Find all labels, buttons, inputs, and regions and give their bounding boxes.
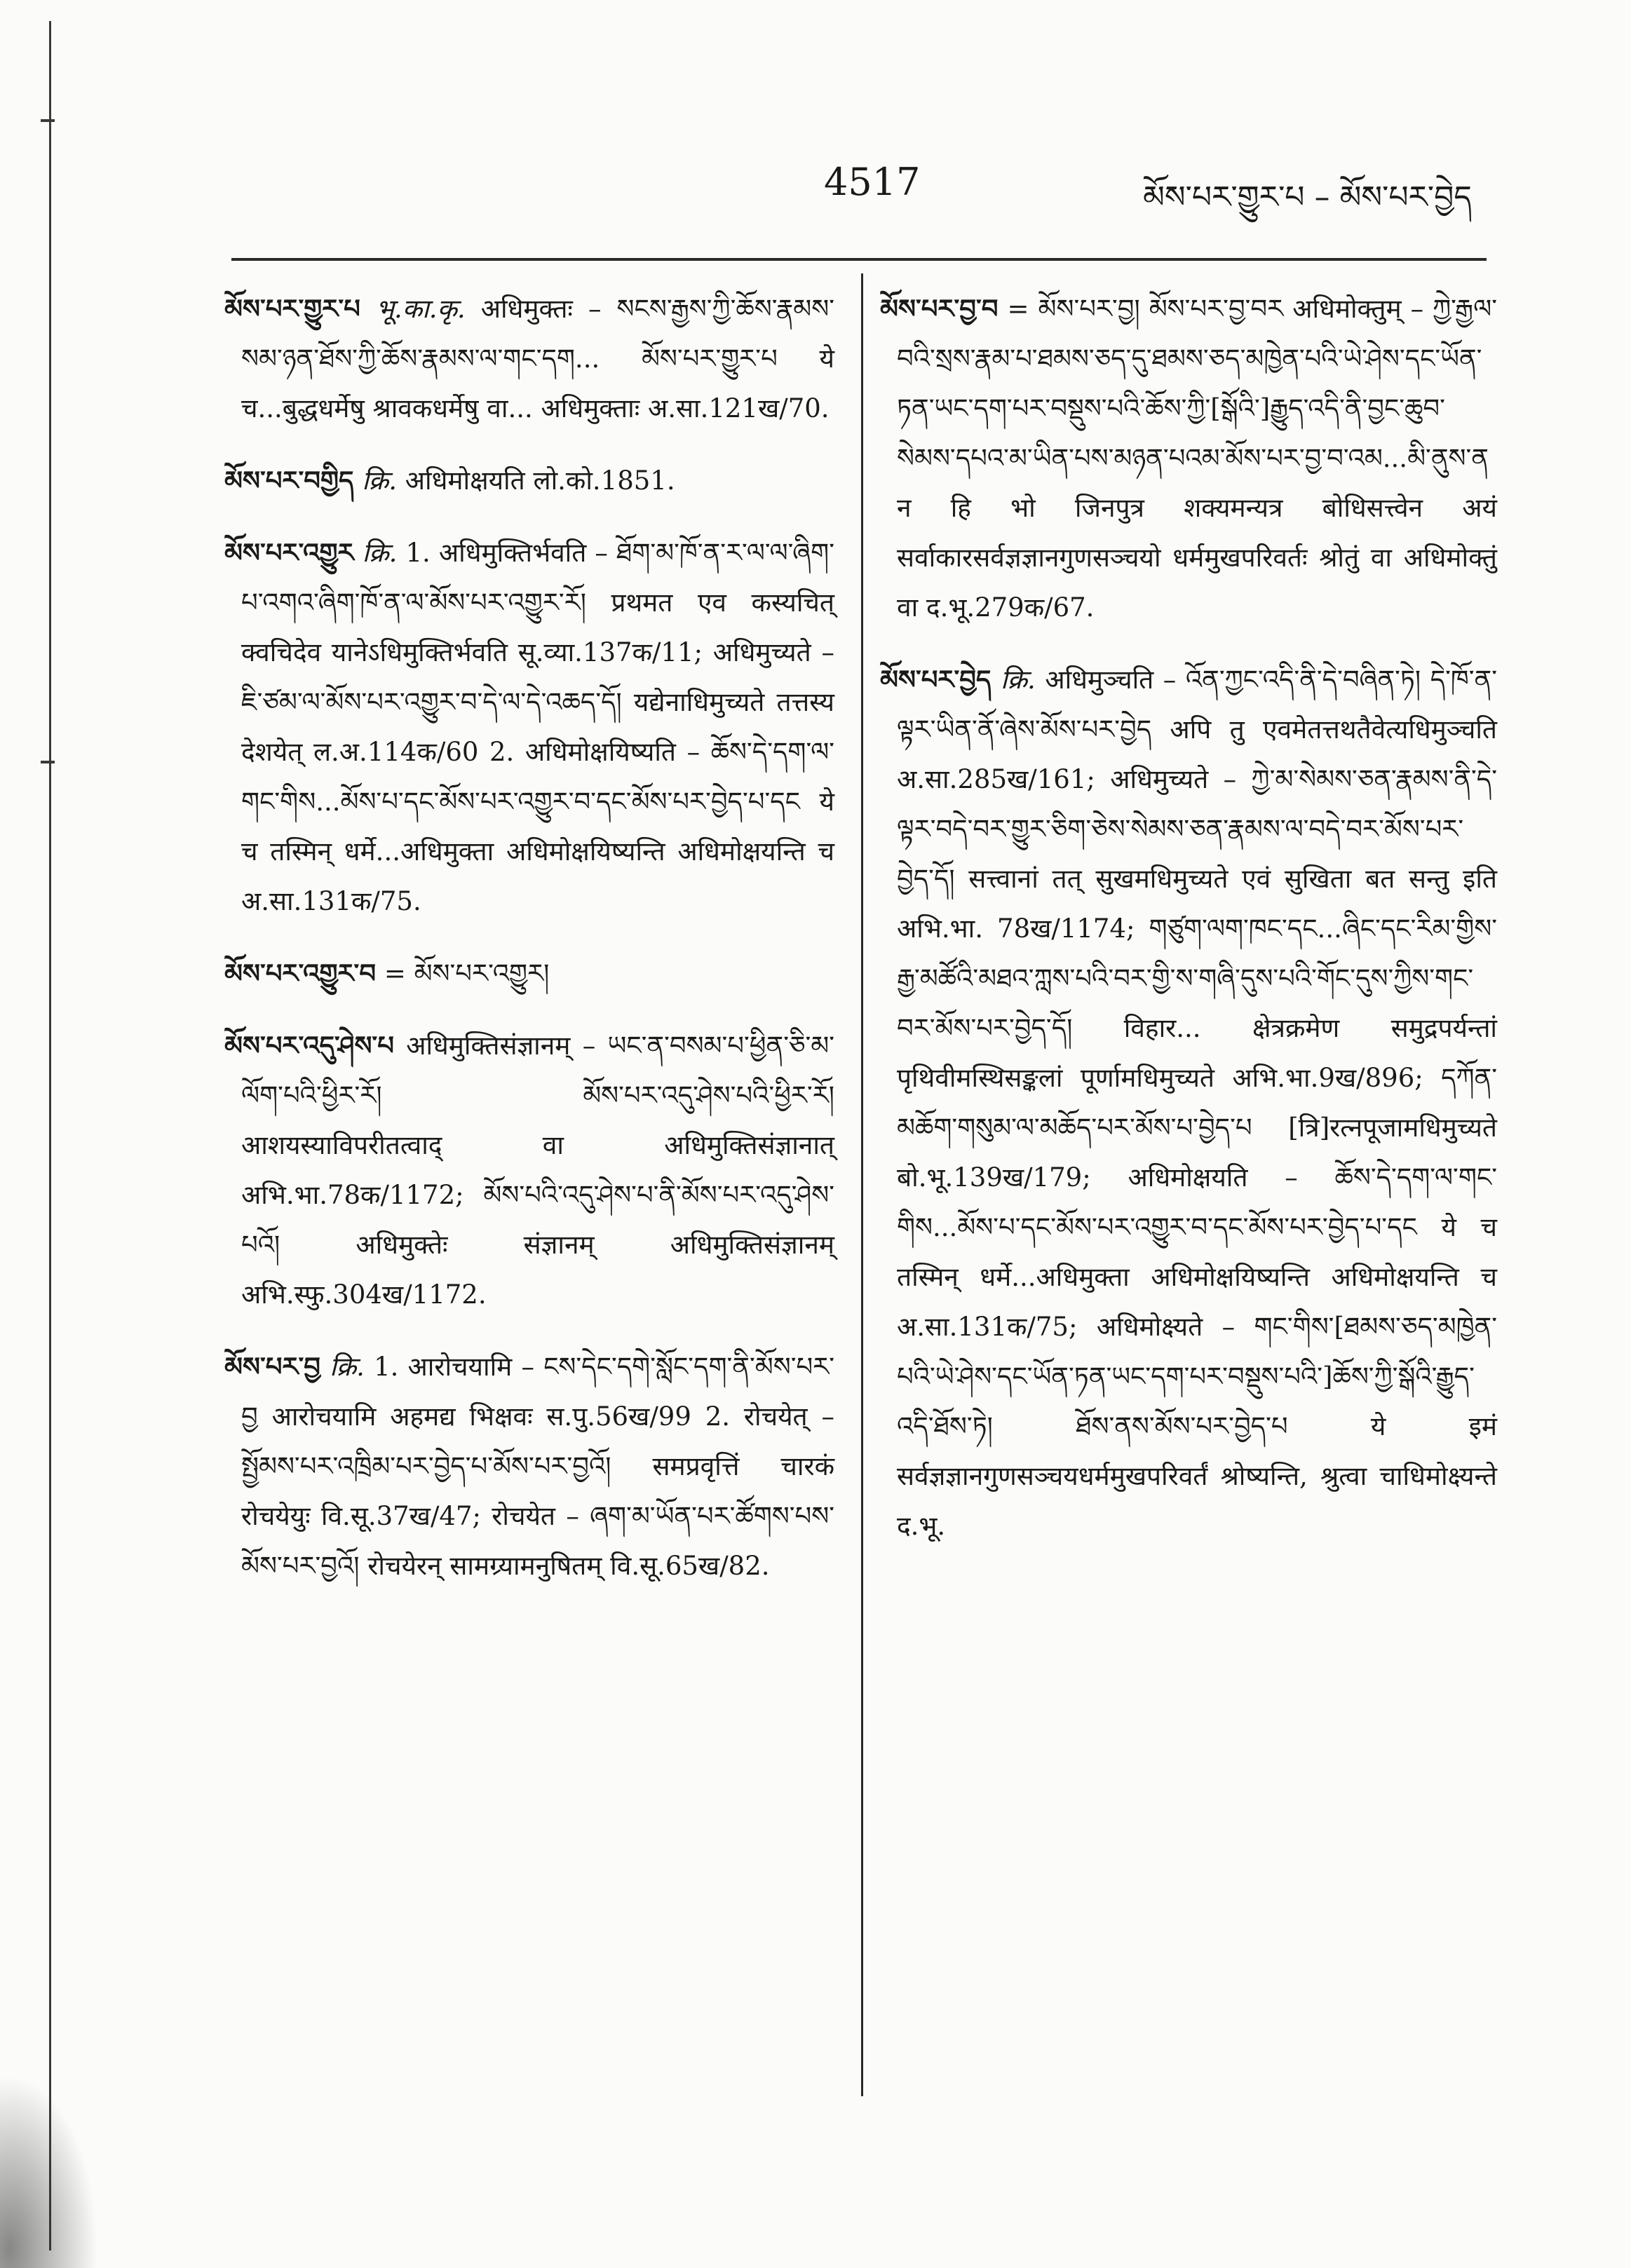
entry-grammar: क्रि. [362, 538, 398, 568]
dictionary-entry [880, 284, 1497, 632]
entry-body: अधिमुक्तिसंज्ञानम् – ཡང་ན་བསམ་པ་ཕྱིན་ཅི་མ་ལོག་པའི་ཕྱིར་རོ། མོས་པར་འདུ་ཤེས་པའི་ཕྱིར་རོ། आशयस्याविपरीतत्वाद् वा अधिमुक्तिसंज्ञानात् अभि.भा.78क/1172; མོས་པའི་འདུ་ཤེས་པ་ནི་མོས་པར་འདུ་ཤེས་པའོ། अधिमुक्तेः संज्ञानम् अधिमुक्तिसंज्ञानम् अभि.स्फु.304ख/1172. [241, 1031, 835, 1310]
entry-headword: མོས་པར་བྱ་བ [880, 293, 999, 324]
entry-grammar: क्रि. [362, 466, 397, 496]
page-number: 4517 [824, 160, 921, 204]
dictionary-entry [224, 528, 834, 926]
entry-body: 1. अधिमुक्तिर्भवति – ཐོག་མ་ཁོ་ན་ར་ལ་ལ་ཞིག་པ་འགའ་ཞིག་ཁོ་ན་ལ་མོས་པར་འགྱུར་རོ། प्रथमत एव कस्यचित् क्वचिदेव यानेऽधिमुक्तिर्भवति सू.व्या.137क/11; अधिमुच्यते – ཇི་ཙམ་ལ་མོས་པར་འགྱུར་བ་དེ་ལ་དེ་འཆད་དོ། यद्येनाधिमुच्यते तत्तस्य देशयेत् ल.अ.114क/60 2. अधिमोक्षयिष्यति – ཆོས་དེ་དག་ལ་གང་གིས...མོས་པ་དང་མོས་པར་འགྱུར་བ་དང་མོས་པར་བྱེད་པ་དང ये च तस्मिन् धर्मे...अधिमुक्ता अधिमोक्षयिष्यन्ति अधिमोक्षयन्ति च अ.सा.131क/75. [241, 538, 835, 916]
margin-tick [41, 761, 55, 763]
page-header [0, 160, 1631, 216]
entry-headword: མོས་པར་བྱེད [880, 664, 992, 695]
entry-headword: མོས་པར་བྱ [224, 1351, 320, 1382]
entry-body: अधिमोक्षयति लो.को.1851. [405, 466, 675, 496]
entry-grammar: क्रि. [330, 1352, 365, 1382]
scan-smudge [0, 2075, 98, 2268]
column-divider [861, 273, 863, 2096]
margin-tick [41, 119, 55, 122]
binding-margin-line [49, 21, 51, 2250]
dictionary-entry [224, 1342, 834, 1591]
left-column [224, 284, 834, 1613]
header-rule [231, 258, 1487, 261]
entry-grammar: क्रि. [1000, 665, 1036, 695]
entry-body: अधिमुञ्चति – འོན་ཀྱང་འདི་ནི་དེ་བཞིན་ཏེ། དེ་ཁོ་ན་ལྟར་ཡིན་ནོ་ཞེས་མོས་པར་བྱེད अपि तु एवमेतत्तथतैवेत्यधिमुञ्चति अ.सा.285ख/161; अधिमुच्यते – ཀྱེ་མ་སེམས་ཅན་རྣམས་ནི་དེ་ལྟར་བདེ་བར་གྱུར་ཅིག་ཅེས་སེམས་ཅན་རྣམས་ལ་བདེ་བར་མོས་པར་བྱེད་དོ། सत्त्वानां तत् सुखमधिमुच्यते एवं सुखिता बत सन्तु इति अभि.भा. 78ख/1174; གཙུག་ལག་ཁང་དང...ཞིང་དང་རིམ་གྱིས་རྒྱ་མཚོའི་མཐའ་ཀླས་པའི་བར་གྱི་ས་གཞི་དུས་པའི་གོང་དུས་ཀྱིས་གང་བར་མོས་པར་བྱེད་དོ། विहार... क्षेत्रक्रमेण समुद्रपर्यन्तां पृथिवीमस्थिसङ्कलां पूर्णामधिमुच्यते अभि.भा.9ख/896; དཀོན་མཆོག་གསུམ་ལ་མཆོད་པར་མོས་པ་བྱེད་པ [त्रि]रत्नपूजामधिमुच्यते बो.भू.139ख/179; अधिमोक्षयति – ཆོས་དེ་དག་ལ་གང་གིས...མོས་པ་དང་མོས་པར་འགྱུར་བ་དང་མོས་པར་བྱེད་པ་དང ये च तस्मिन् धर्मे...अधिमुक्ता अधिमोक्षयिष्यन्ति अधिमोक्षयन्ति च अ.सा.131क/75; अधिमोक्ष्यते – གང་གིས་[ཐམས་ཅད་མཁྱེན་པའི་ཡེ་ཤེས་དང་ཡོན་ཏན་ཡང་དག་པར་བསྡུས་པའི་]ཆོས་ཀྱི་སྒོའི་རྒྱུད་འདི་ཐོས་ཏེ། ཐོས་ནས་མོས་པར་བྱེད་པ ये इमं सर्वज्ञज्ञानगुणसञ्चयधर्ममुखपरिवर्तं श्रोष्यन्ति, श्रुत्वा चाधिमोक्ष्यन्ते द.भू. [897, 665, 1498, 1541]
running-head: མོས་པར་གྱུར་པ – མོས་པར་བྱེད [1143, 179, 1472, 215]
entry-headword: མོས་པར་བགྱིད [224, 465, 354, 496]
entry-body: = མོས་པར་འགྱུར། [384, 958, 550, 989]
dictionary-entry [224, 1021, 834, 1319]
dictionary-entry [224, 284, 834, 433]
entry-body: 1. आरोचयामि – ངས་དེང་དགེ་སློང་དག་ནི་མོས་པར་བྱ आरोचयामि अहमद्य भिक्षवः स.पु.56ख/99 2. रोचयेत् – སྤྱོམས་པར་འཁྲིམ་པར་བྱེད་པ་མོས་པར་བྱའོ། समप्रवृत्तिं चारकं रोचयेयुः वि.सू.37ख/47; रोचयेत – ཞག་མ་ཡོན་པར་ཚོགས་པས་མོས་པར་བྱའོ། रोचयेरन् सामग्र्यामनुषितम् वि.सू.65ख/82. [241, 1352, 835, 1581]
entry-body: अधिमुक्तः – སངས་རྒྱས་ཀྱི་ཆོས་རྣམས་སམ་ཉན་ཐོས་ཀྱི་ཆོས་རྣམས་ལ་གང་དག... མོས་པར་གྱུར་པ ये च...बुद्धधर्मेषु श्रावकधर्मेषु वा... अधिमुक्ताः अ.सा.121ख/70. [241, 294, 835, 423]
entry-headword: མོས་པར་གྱུར་པ [224, 293, 360, 324]
entry-body: = མོས་པར་བྱ། མོས་པར་བྱ་བར अधिमोक्तुम् – ཀྱེ་རྒྱལ་བའི་སྲས་རྣམ་པ་ཐམས་ཅད་དུ་ཐམས་ཅད་མཁྱེན་པའི་ཡེ་ཤེས་དང་ཡོན་ཏན་ཡང་དག་པར་བསྡུས་པའི་ཆོས་ཀྱི་[སྒོའི་]རྒྱུད་འདི་ནི་བྱང་ཆུབ་སེམས་དཔའ་མ་ཡིན་པས་མཉན་པའམ་མོས་པར་བྱ་བ་འམ...མི་ནུས་ན न हि भो जिनपुत्र शक्यमन्यत्र बोधिसत्त्वेन अयं सर्वाकारसर्वज्ञज्ञानगुणसञ्चयो धर्ममुखपरिवर्तः श्रोतुं वा अधिमोक्तुं वा द.भू.279क/67. [897, 294, 1497, 623]
right-column [880, 284, 1497, 1573]
dictionary-entry [224, 949, 834, 998]
entry-headword: མོས་པར་འདུ་ཤེས་པ [224, 1030, 394, 1061]
entry-grammar: भू.का.कृ. [375, 294, 466, 324]
entry-headword: མོས་པར་འགྱུར [224, 537, 354, 568]
dictionary-entry [224, 456, 834, 505]
entry-headword: མོས་པར་འགྱུར་བ [224, 958, 377, 989]
dictionary-entry [880, 655, 1497, 1551]
